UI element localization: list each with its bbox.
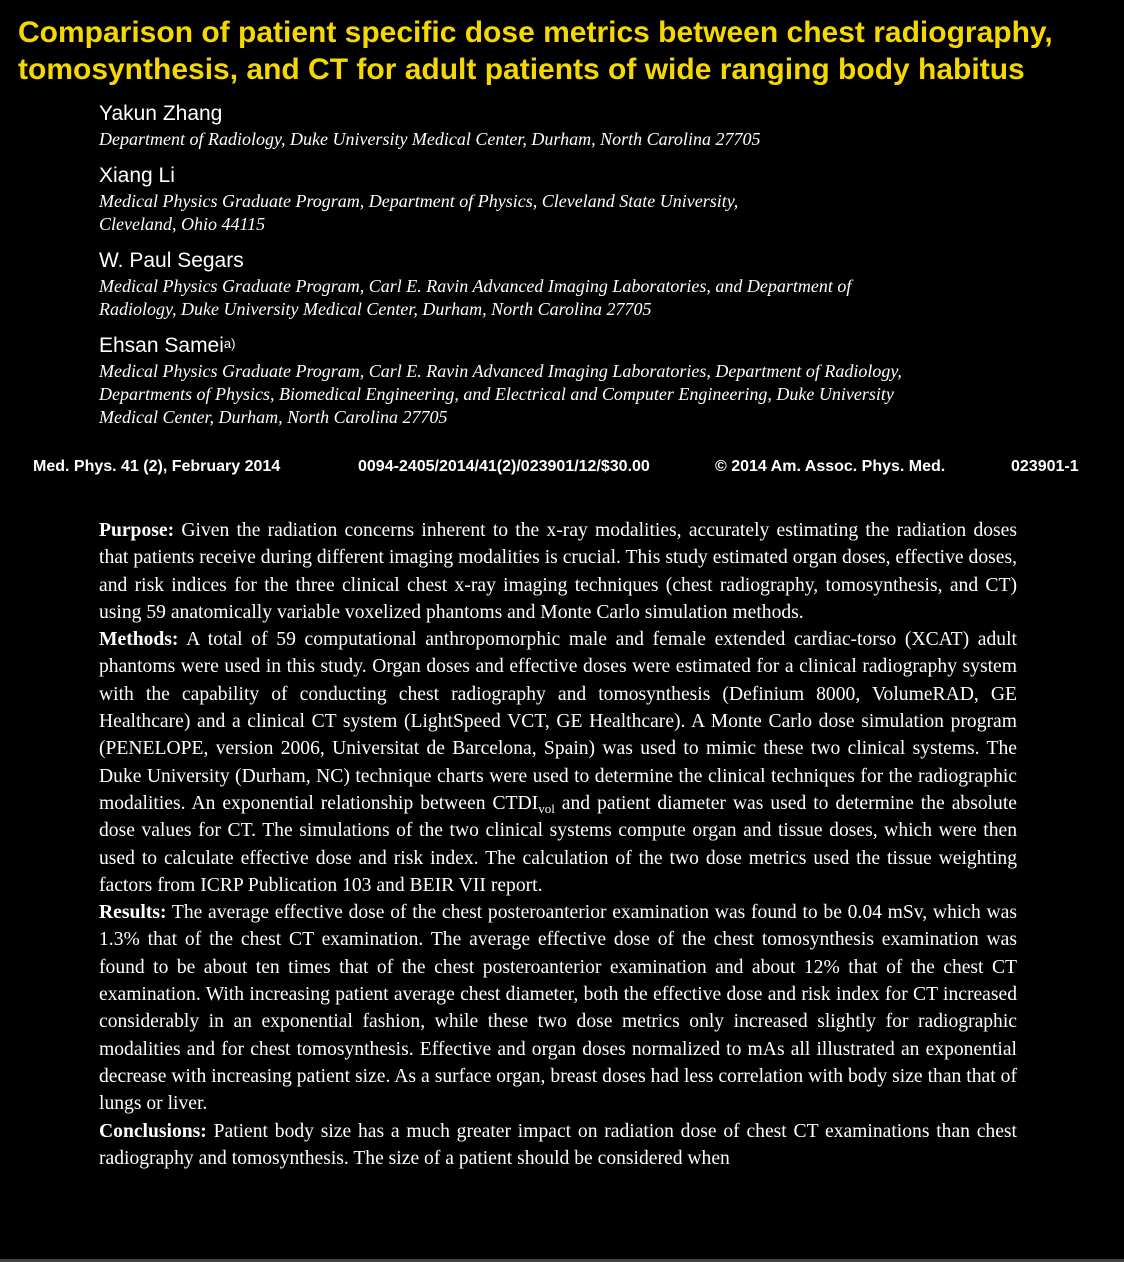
author-block (99, 100, 1099, 151)
author-name-with-footnote (99, 332, 1099, 360)
section-text: and patient diameter was used to determine the absolute dose values for CT. The simulations of the two clinical systems compute organ and tissue doses, which were then used to calculate effective dose and risk index. The calculation of the two dose metrics used the tissue weighting factors from ICRP Publication 103 and BEIR VII report. (99, 792, 1017, 896)
author-name: Yakun Zhang (99, 102, 223, 125)
abstract-methods (99, 626, 1017, 899)
abstract (99, 517, 1017, 1172)
author-name: W. Paul Segars (99, 249, 244, 272)
section-label: Methods: (99, 629, 179, 651)
abstract-conclusions (99, 1118, 1017, 1173)
section-label: Conclusions: (99, 1120, 207, 1142)
footnote-marker[interactable]: a) (223, 336, 236, 351)
journal-info-bar (0, 458, 1124, 480)
paper-title: Comparison of patient specific dose metrics between chest radiography, tomosynthesis, and CT for adult patients of wide ranging body habitus (18, 16, 1053, 86)
section-text: Given the radiation concerns inherent to the x-ray modalities, accurately estimating the radiation doses that patients receive during different imaging modalities is crucial. This study estimated organ doses, effective doses, and risk indices for the three clinical chest x-ray imaging techniques (chest radiography, tomosynthesis, and CT) using 59 anatomically variable voxelized phantoms and Monte Carlo simulation methods. (99, 520, 1018, 623)
author-list (99, 100, 1099, 440)
author-name: Ehsan Samei (99, 334, 224, 357)
subscript: vol (538, 800, 555, 816)
author-affiliation: Department of Radiology, Duke University Medical Center, Durham, North Carolina 27705 (99, 129, 761, 149)
abstract-results (99, 899, 1017, 1117)
section-label: Purpose: (99, 520, 175, 541)
journal-issn: 0094-2405/2014/41(2)/023901/12/$30.00 (358, 458, 650, 475)
section-label: Results: (99, 902, 167, 924)
journal-page-number: 023901-1 (1011, 458, 1079, 475)
author-block (99, 162, 1099, 236)
author-block (99, 332, 1099, 429)
author-name: Xiang Li (99, 164, 175, 187)
author-block (99, 247, 1099, 321)
author-affiliation: Medical Physics Graduate Program, Department of Physics, Cleveland State University, Cleveland, Ohio 44115 (99, 191, 739, 234)
section-text: A total of 59 computational anthropomorphic male and female extended cardiac-torso (XCAT) adult phantoms were used in this study. Organ doses and effective doses were estimated for a clinical radiography system with the capability of conducting chest radiography and tomosynthesis (Definium 8000, VolumeRAD, GE Healthcare) and a clinical CT system (LightSpeed VCT, GE Healthcare). A Monte Carlo dose simulation program (PENELOPE, version 2006, Universitat de Barcelona, Spain) was used to mimic these two clinical systems. The Duke University (Durham, NC) technique charts were used to determine the clinical techniques for the radiographic modalities. An exponential relationship between CTDI (99, 629, 1017, 814)
section-text: The average effective dose of the chest posteroanterior examination was found to be 0.04 mSv, which was 1.3% that of the chest CT examination. The average effective dose of the chest tomosynthesis examination was found to be about ten times that of the chest posteroanterior examination and about 12% that of the chest CT examination. With increasing patient average chest diameter, both the effective dose and risk index for CT increased considerably in an exponential fashion, while these two dose metrics only increased slightly for radiographic modalities and for chest tomosynthesis. Effective and organ doses normalized to mAs all illustrated an exponential decrease with increasing patient size. As a surface organ, breast doses had less correlation with body size than that of lungs or liver. (99, 902, 1018, 1115)
section-text: Patient body size has a much greater impact on radiation dose of chest CT examinations than chest radiography and tomosynthesis. The size of a patient should be considered when (99, 1120, 1017, 1169)
abstract-purpose (99, 517, 1017, 626)
journal-copyright: © 2014 Am. Assoc. Phys. Med. (715, 458, 946, 475)
author-affiliation: Medical Physics Graduate Program, Carl E. Ravin Advanced Imaging Laboratories, and Department of Radiology, Duke University Medical Center, Durham, North Carolina 27705 (99, 276, 852, 319)
journal-citation: Med. Phys. 41 (2), February 2014 (33, 458, 281, 475)
author-affiliation: Medical Physics Graduate Program, Carl E. Ravin Advanced Imaging Laboratories, Department of Radiology, Departments of Physics, Biomedical Engineering, and Electrical and Computer Engineering, Duke University Medical Center, Durham, North Carolina 27705 (99, 361, 902, 427)
